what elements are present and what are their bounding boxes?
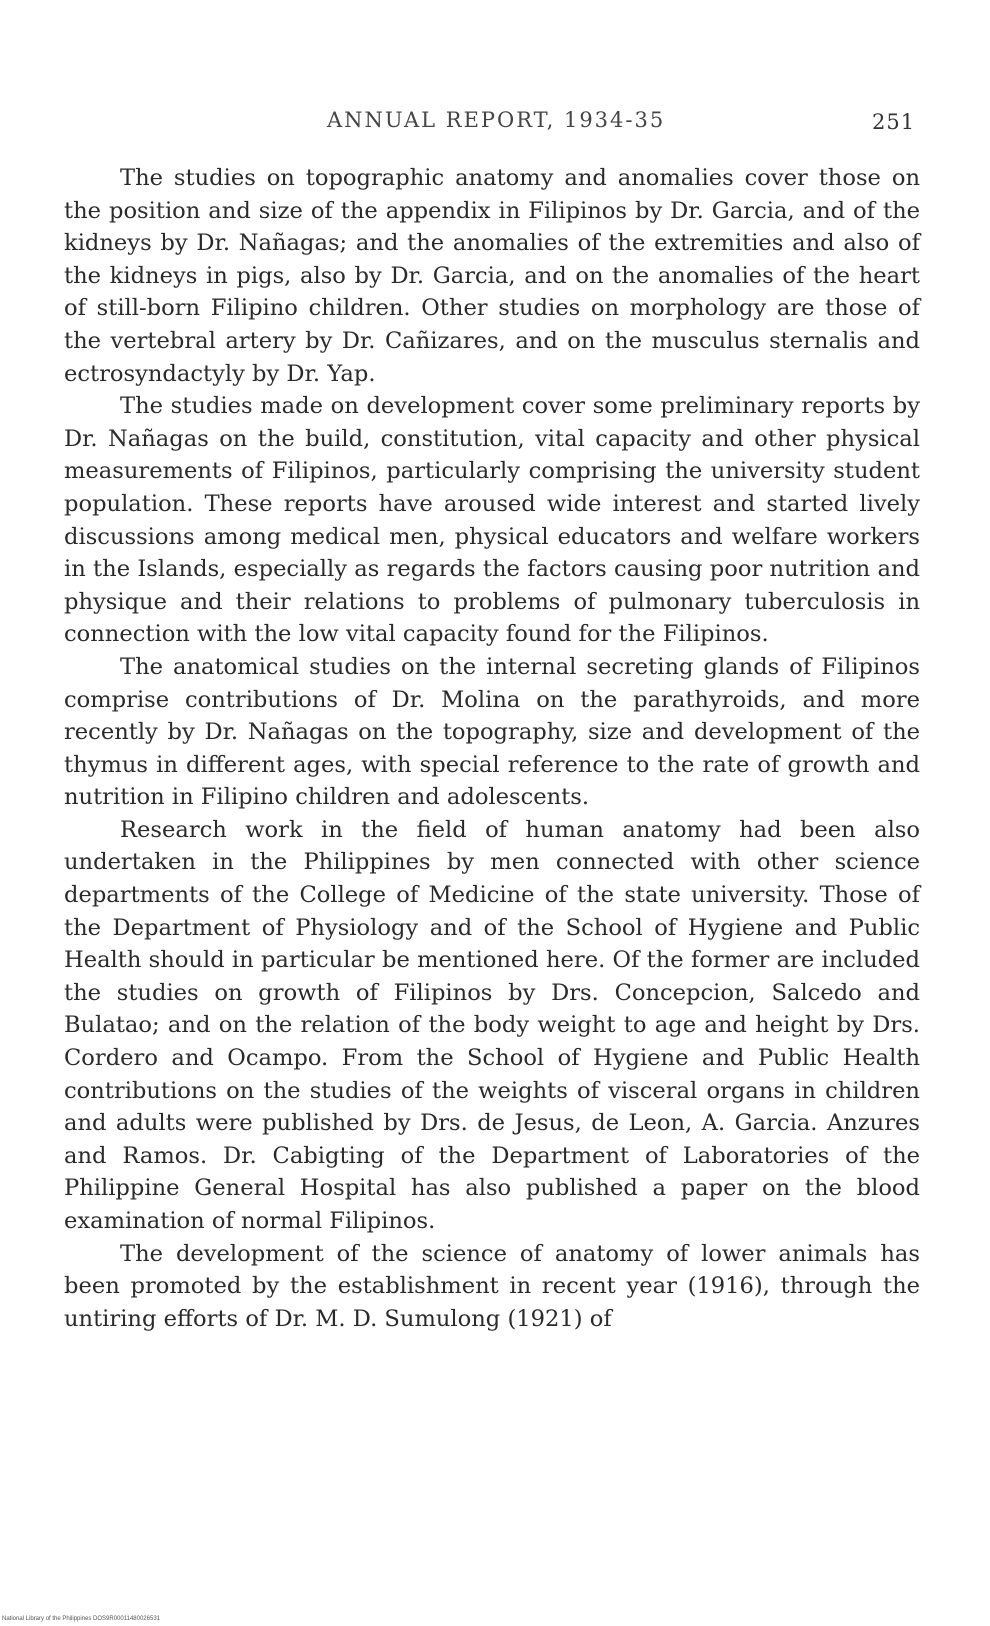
paragraph-topographic-anatomy: The studies on topographic anatomy and anomalies cover those on the position and size of the appendix in Filipinos by Dr. Garcia, and of the kidneys by Dr. Nañagas; and the anomalies of the extremities and also of the kidneys in pigs, also by Dr. Garcia, and on the anomalies of the heart of still-born Filipino children. Other studies on morphology are those of the vertebral artery by Dr. Cañizares, and on the musculus sternalis and ectrosyndactyly by Dr. Yap.	[64, 165, 920, 387]
paragraph-development: The studies made on development cover some preliminary reports by Dr. Nañagas on the build, constitution, vital capacity and other physical measurements of Filipinos, particularly comprising the university student population. These reports have aroused wide interest and started lively discussions among medical men, physical educators and welfare workers in the Islands, especially as regards the factors causing poor nutrition and physique and their relations to problems of pulmonary tuberculosis in connection with the low vital capacity found for the Filipinos.	[64, 393, 920, 648]
running-head: ANNUAL REPORT, 1934-35	[327, 108, 666, 132]
page-number: 251	[872, 110, 916, 134]
page-header	[0, 108, 990, 142]
body-text	[64, 162, 920, 1335]
paragraph-lower-animals: The development of the science of anatomy of lower animals has been promoted by the establishment in recent year (1916), through the untiring efforts of Dr. M. D. Sumulong (1921) of	[64, 1240, 920, 1332]
scan-footer-note: National Library of the Philippines DOS9R00011480026531	[2, 1616, 160, 1622]
paragraph-internal-glands: The anatomical studies on the internal secreting glands of Filipinos comprise contributions of Dr. Molina on the parathyroids, and more recently by Dr. Nañagas on the topography, size and development of the thymus in different ages, with special reference to the rate of growth and nutrition in Filipino children and adolescents.	[64, 653, 920, 811]
paragraph-research-work: Research work in the field of human anatomy had been also undertaken in the Philippines by men connected with other science departments of the College of Medicine of the state university. Those of the Department of Physiology and of the School of Hygiene and Public Health should in particular be mentioned here. Of the former are included the studies on growth of Filipinos by Drs. Concepcion, Salcedo and Bulatao; and on the relation of the body weight to age and height by Drs. Cordero and Ocampo. From the School of Hygiene and Public Health contributions on the studies of the weights of visceral organs in children and adults were published by Drs. de Jesus, de Leon, A. Garcia. Anzures and Ramos. Dr. Cabigting of the Department of Laboratories of the Philippine General Hospital has also published a paper on the blood examination of normal Filipinos.	[64, 816, 920, 1234]
